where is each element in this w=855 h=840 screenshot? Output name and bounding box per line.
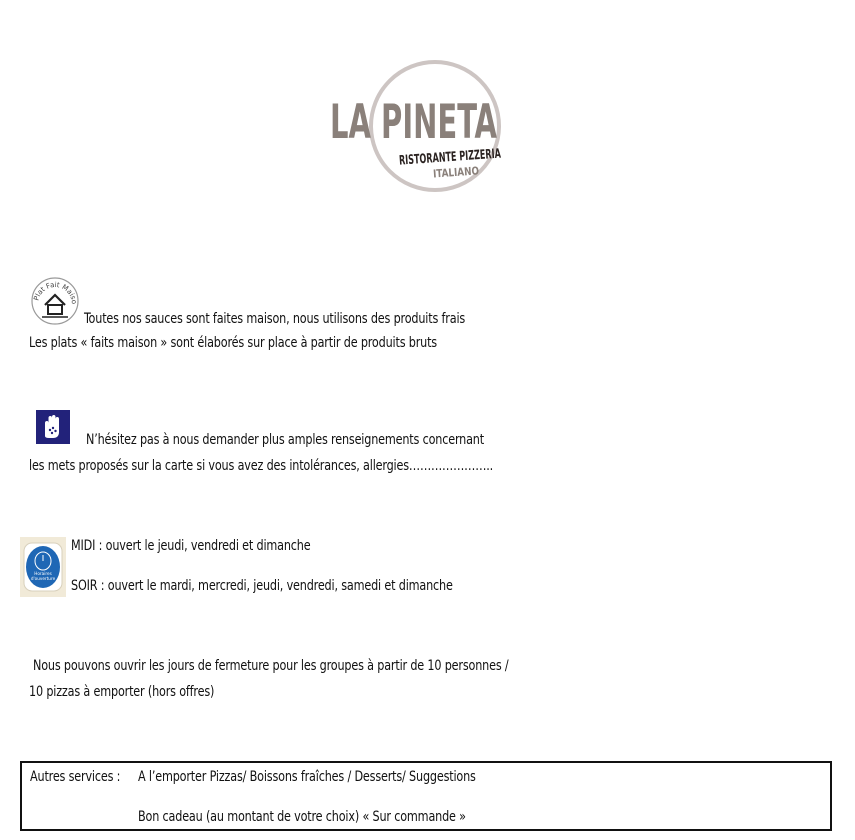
allergy-line-2: les mets proposés sur la carte si vous avez des intolérances, allergies…………………..: [29, 458, 494, 474]
services-line-1: A l’emporter Pizzas/ Boissons fraîches / Desserts/ Suggestions: [138, 769, 476, 785]
opening-hours-icon: [20, 537, 66, 597]
logo-subtitle2: ITALIANO: [432, 163, 485, 181]
services-line-2: Bon cadeau (au montant de votre choix) « Sur commande »: [138, 809, 466, 825]
groups-line-2: 10 pizzas à emporter (hors offres): [29, 684, 215, 700]
groups-line-1: Nous pouvons ouvrir les jours de fermeture pour les groupes à partir de 10 personnes /: [33, 658, 509, 674]
svg-text:Horaires: Horaires: [34, 571, 52, 576]
allergy-line-1: N’hésitez pas à nous demander plus amples renseignements concernant: [86, 432, 484, 448]
svg-text:d'ouverture: d'ouverture: [30, 576, 56, 581]
maison-line-1: Toutes nos sauces sont faites maison, nous utilisons des produits frais: [84, 311, 466, 327]
hours-soir: SOIR : ouvert le mardi, mercredi, jeudi, vendredi, samedi et dimanche: [71, 578, 453, 594]
allergy-hand-icon: [36, 410, 70, 444]
home-made-badge-icon: [30, 276, 80, 326]
maison-badge-text: Plat Fait Maiso: [32, 280, 79, 305]
services-label: Autres services :: [30, 769, 121, 785]
restaurant-logo: [325, 58, 548, 198]
services-box: [20, 761, 832, 831]
maison-line-2: Les plats « faits maison » sont élaborés sur place à partir de produits bruts: [29, 335, 437, 351]
hours-midi: MIDI : ouvert le jeudi, vendredi et dimanche: [71, 538, 311, 554]
logo-subtitle: RISTORANTE PIZZERIA: [398, 143, 548, 169]
logo-name: LA PINETA: [330, 95, 498, 150]
